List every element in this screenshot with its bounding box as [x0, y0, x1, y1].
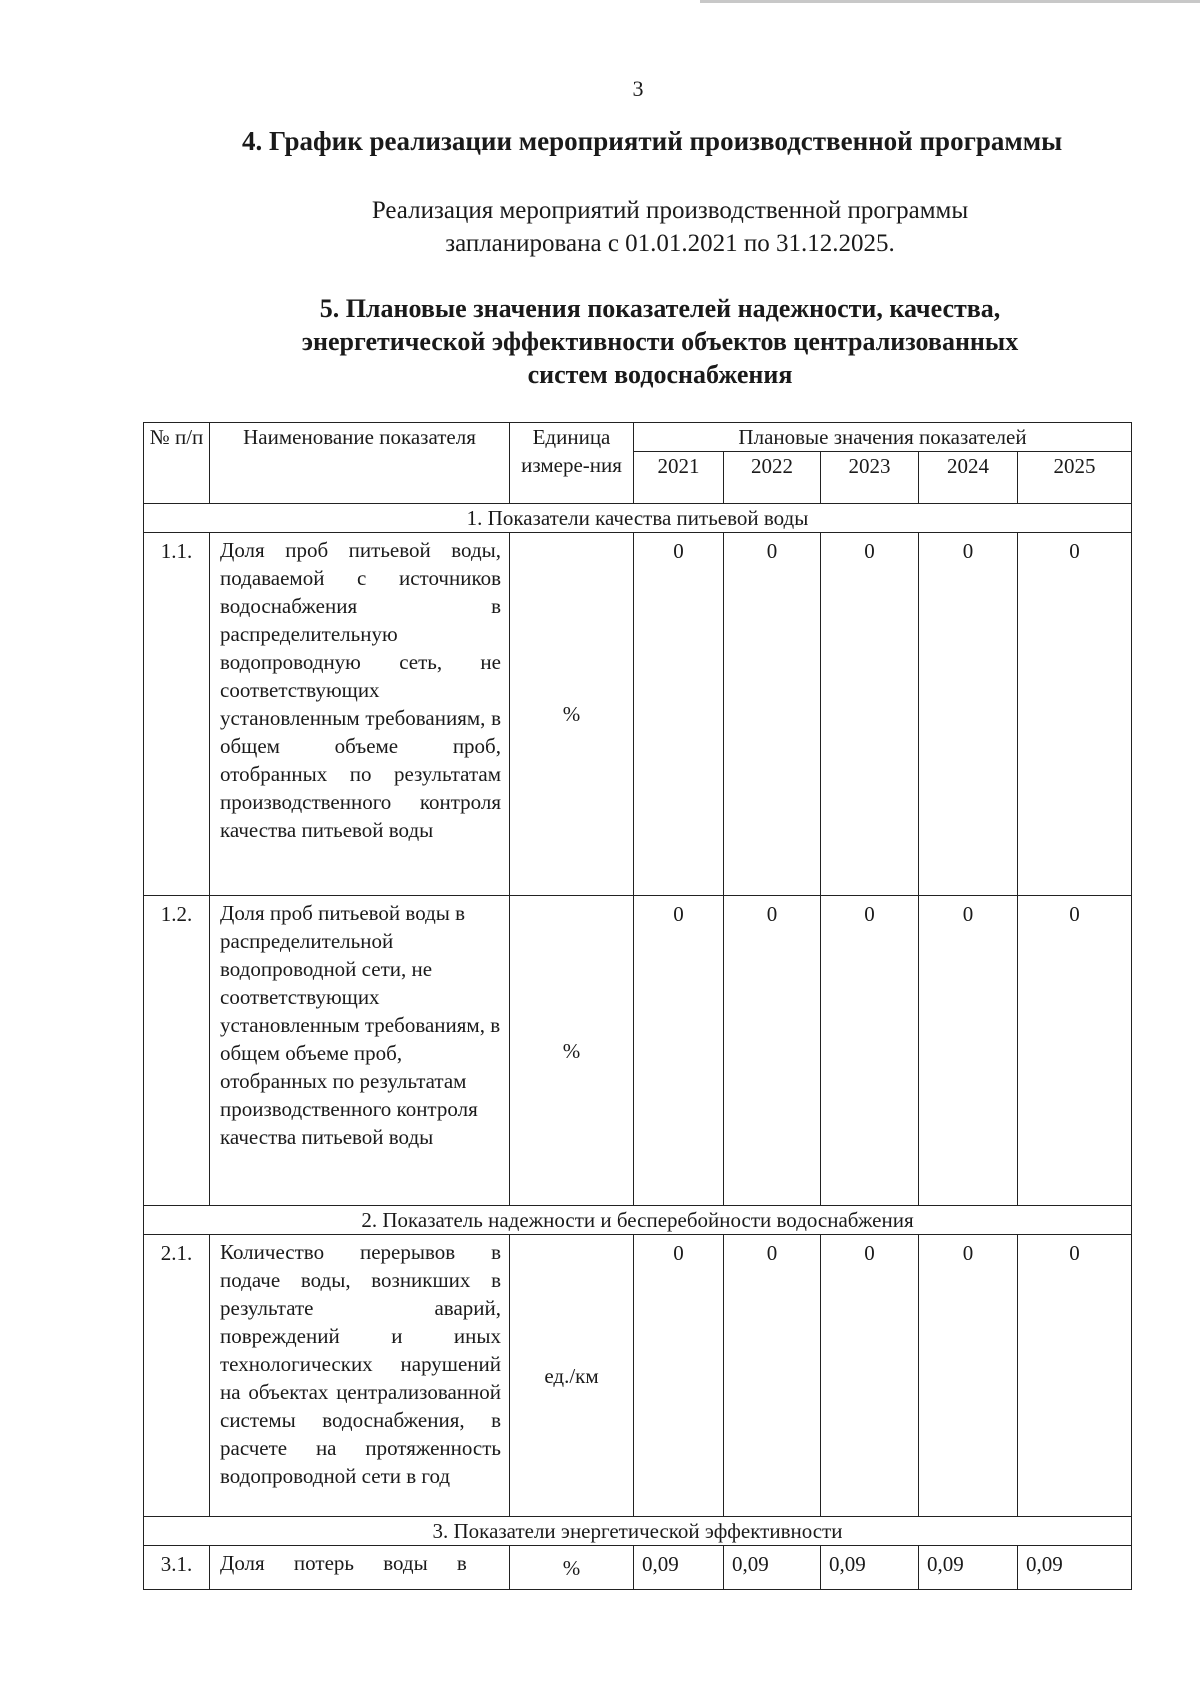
row-value: 0,09 [919, 1546, 1018, 1590]
row-indicator-name: Доля проб питьевой воды в распределительной водопроводной сети, не соответствующих установленным требованиям, в общем объеме проб, отобранных по результатам производственного контроля качества питьевой воды [210, 896, 510, 1206]
row-value: 0 [724, 533, 821, 896]
row-value: 0 [821, 1235, 919, 1517]
section-5-title [230, 292, 1090, 391]
row-value: 0 [919, 533, 1018, 896]
row-indicator-name: Количество перерывов в подаче воды, возникших в результате аварий, повреждений и иных технологических нарушений на объектах централизованной системы водоснабжения, в расчете на протяженность водопроводной сети в год [210, 1235, 510, 1517]
section-5-title-line2: энергетической эффективности объектов централизованных [301, 327, 1019, 356]
section-row [144, 504, 1132, 533]
row-value: 0 [1018, 533, 1132, 896]
row-value: 0 [1018, 896, 1132, 1206]
table-row [144, 533, 1132, 896]
row-unit: ед./км [510, 1235, 634, 1517]
header-year: 2025 [1018, 452, 1132, 504]
header-year: 2024 [919, 452, 1018, 504]
row-num: 1.2. [144, 896, 210, 1206]
indicators-table [143, 422, 1132, 1590]
row-indicator-name: Доля потерь воды в [210, 1546, 510, 1590]
section-row [144, 1517, 1132, 1546]
row-num: 3.1. [144, 1546, 210, 1590]
header-num: № п/п [144, 423, 210, 504]
row-unit: % [510, 896, 634, 1206]
row-unit: % [510, 1546, 634, 1590]
section-title: 2. Показатель надежности и бесперебойности водоснабжения [144, 1206, 1132, 1235]
header-unit: Единица измере-ния [510, 423, 634, 504]
header-year: 2023 [821, 452, 919, 504]
row-num: 1.1. [144, 533, 210, 896]
header-name: Наименование показателя [210, 423, 510, 504]
row-unit: % [510, 533, 634, 896]
table-header-row [144, 423, 1132, 452]
row-value: 0 [724, 896, 821, 1206]
section-4-text-line1: Реализация мероприятий производственной программы [371, 197, 969, 224]
table-row [144, 1235, 1132, 1517]
row-value: 0,09 [634, 1546, 724, 1590]
header-year: 2022 [724, 452, 821, 504]
row-num: 2.1. [144, 1235, 210, 1517]
row-value: 0,09 [724, 1546, 821, 1590]
row-value: 0 [1018, 1235, 1132, 1517]
row-value: 0 [724, 1235, 821, 1517]
section-row [144, 1206, 1132, 1235]
row-value: 0 [634, 1235, 724, 1517]
scan-edge-line [700, 0, 1200, 3]
table-row [144, 896, 1132, 1206]
section-5-title-line1: 5. Плановые значения показателей надежности, качества, [319, 294, 1001, 323]
table-row [144, 1546, 1132, 1590]
row-value: 0 [821, 896, 919, 1206]
section-4-text-line2: запланирована с 01.01.2021 по 31.12.2025. [445, 230, 895, 257]
row-value: 0,09 [1018, 1546, 1132, 1590]
section-4-title: 4. График реализации мероприятий производственной программы [242, 126, 1063, 156]
header-year: 2021 [634, 452, 724, 504]
row-value: 0,09 [821, 1546, 919, 1590]
row-value: 0 [634, 533, 724, 896]
row-value: 0 [821, 533, 919, 896]
row-value: 0 [919, 896, 1018, 1206]
section-5-title-line3: систем водоснабжения [527, 360, 793, 389]
section-title: 1. Показатели качества питьевой воды [144, 504, 1132, 533]
section-4-text [300, 194, 1040, 260]
page-number: 3 [632, 76, 644, 101]
header-planned-values: Плановые значения показателей [634, 423, 1132, 452]
row-value: 0 [634, 896, 724, 1206]
row-indicator-name: Доля проб питьевой воды, подаваемой с источников водоснабжения в распределительную водопроводную сеть, не соответствующих установленным требованиям, в общем объеме проб, отобранных по результатам производственного контроля качества питьевой воды [210, 533, 510, 896]
section-title: 3. Показатели энергетической эффективности [144, 1517, 1132, 1546]
row-value: 0 [919, 1235, 1018, 1517]
